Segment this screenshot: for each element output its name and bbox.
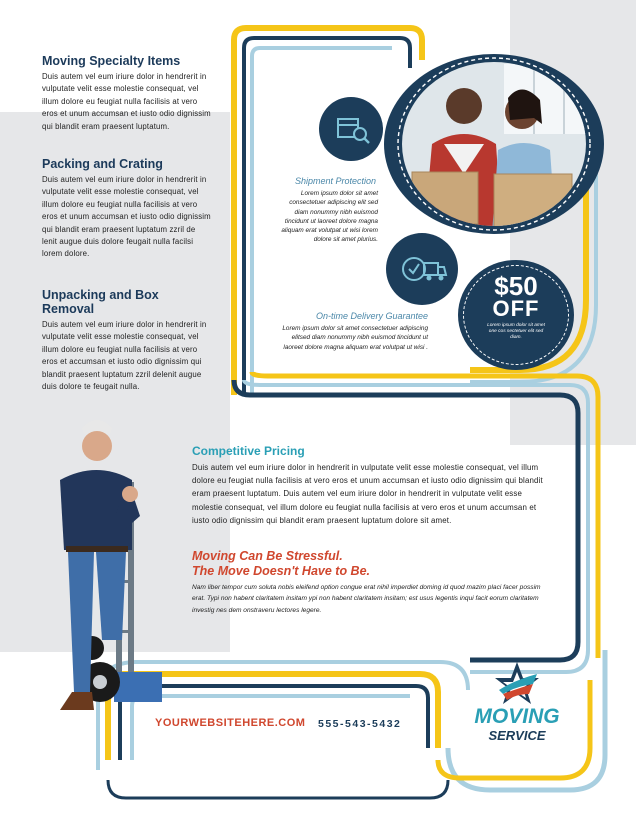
- tagline-line1: Moving Can Be Stressful.: [192, 549, 343, 563]
- section-title-specialty: Moving Specialty Items: [42, 54, 181, 68]
- logo-line2: SERVICE: [488, 728, 546, 743]
- phone-number: 555-543-5432: [318, 718, 402, 730]
- feature-body-shipment: Lorem ipsum dolor sit amet consectetuer adipiscing elit sed diam nonummy nibh euismod tincidunt ut laoreet dolore magna aliquam erat volutpat ut wisi lorem dolore sit amet plurius.: [281, 190, 378, 244]
- section-body-unpacking: Duis autem vel eum iriure dolor in hendrerit in vulputate velit esse molestie consequat, vel illum dolore eu feugiat nulla facilisis at vero eros et accumsan et iusto odio dignissim qui blandit praesent luptatum zzril delenit augue duis dolore te feugait nulla.: [42, 320, 207, 392]
- discount-badge: [458, 260, 574, 370]
- couple-photo-illustration: [384, 54, 604, 234]
- box-search-icon: [319, 97, 383, 161]
- tagline-body: Nam liber tempor cum soluta nobis eleifend option congue erat nihil imperdiet doming id quod mazim placi facer possim erat. Typi non habent claritatem insitam ypi non habent claritatem insitam; est usus legentis inqui facit eorum claritatem investig nes dem onstraveru lectores legere.: [192, 584, 541, 614]
- section-title-unpacking: Unpacking and Box Removal: [42, 288, 159, 316]
- feature-title-shipment: Shipment Protection: [294, 176, 376, 186]
- discount-fine-print: Lorem ipsum dolor sit amet one cos sectetuer elit sed diam.: [487, 323, 545, 340]
- left-column-packing: [42, 157, 212, 261]
- tagline-section: [192, 549, 552, 616]
- discount-amount: $50: [494, 271, 538, 301]
- section-title-packing: Packing and Crating: [42, 157, 163, 171]
- delivery-truck-icon: [386, 233, 458, 305]
- section-body-specialty: Duis autem vel eum iriure dolor in hendrerit in vulputate velit esse molestie consequat, vel illum dolore eu feugiat nulla facilisis at vero eros et unum accumsan et iusto odio dignissim qui blandit eram praesent luptatum.: [42, 72, 211, 131]
- feature-body-delivery: Lorem ipsum dolor sit amet consectetuer adipiscing elitsed diam nonummy nibh euismod tincidunt ut laoreet dolore magna aliquam erat volutpat ut wisi .: [282, 325, 428, 351]
- pricing-section: [192, 444, 554, 527]
- pricing-body: Duis autem vel eum iriure dolor in hendrerit in vulputate velit esse molestie consequat, vel illum dolore eu feugiat nulla facilisis at vero eros et unum accumsan et iusto odio dignissim qui blandit eram praesent luptatum. Duis autem vel eum iriure dolor in hendrerit in vulputate velit esse molestie consequat, vel illum dolore eu feugiat nulla facilisis at vero eros et unum accumsan et iusto odio dignissim qui blandit eram praesent luptatum dolore sit amet.: [192, 463, 543, 525]
- couple-photo: [384, 54, 604, 234]
- tagline-line2: The Move Doesn't Have to Be.: [192, 564, 371, 578]
- left-column-unpacking: [42, 288, 214, 393]
- website-url: YOURWEBSITEHERE.COM: [155, 717, 306, 729]
- company-logo: [462, 660, 572, 750]
- left-column: [42, 54, 212, 133]
- section-body-packing: Duis autem vel eum iriure dolor in hendrerit in vulputate velit esse molestie consequat, vel illum dolore eu feugiat nulla facilisis at vero eros et unum accumsan et iusto odio dignissim qui blandit eram praesent luptatum zzril de lenit augue duis dolore feugait nulla facilsi lorem dolore.: [42, 175, 211, 259]
- pricing-title: Competitive Pricing: [192, 444, 305, 458]
- logo-line1: MOVING: [474, 705, 560, 728]
- feature-title-delivery: On-time Delivery Guarantee: [315, 311, 428, 321]
- mover-photo: [32, 410, 172, 715]
- star-logo-icon: [493, 660, 541, 706]
- discount-label: OFF: [492, 296, 540, 321]
